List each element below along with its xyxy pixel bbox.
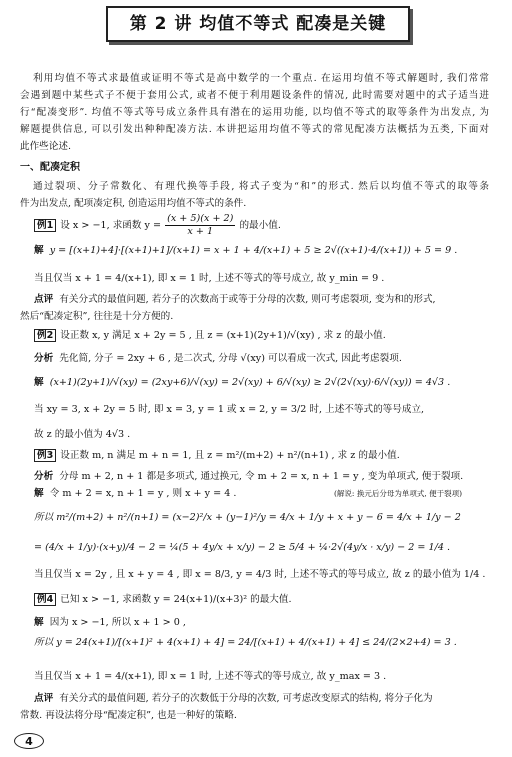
- intro-line-3: 行“配凑变形”. 均值不等式等号成立条件具有潜在的运用功能, 以均值不等式的取等条件为出发点, 为: [20, 107, 489, 118]
- example-3-equality: 当且仅当 x = 2y , 且 x + y = 4 , 即 x = 8/3, y = 4/3 时, 上述不等式的等号成立, 故 z 的最小值为 1/4 .: [34, 569, 486, 580]
- intro-line-2: 会遇到题中某些式子不便于套用公式, 或者不便于利用题设条件的情况, 此时需要对题中的式子适当进: [20, 90, 489, 101]
- example-3-solution: 解 令 m + 2 = x, n + 1 = y , 则 x + y = 4 .: [34, 488, 237, 499]
- example-2-question: 例2 设正数 x, y 满足 x + 2y = 5 , 且 z = (x+1)(2y+1)/√(xy) , 求 z 的最小值.: [34, 331, 386, 341]
- example-3-question: 例3 设正数 m, n 满足 m + n = 1, 且 z = m²/(m+2) + n²/(n+1) , 求 z 的最小值.: [34, 451, 400, 461]
- intro-line-5: 此作些论述.: [20, 141, 72, 152]
- example-2-answer: 故 z 的最小值为 4√3 .: [34, 429, 131, 440]
- example-3-derivation-1: 所以 m²/(m+2) + n²/(n+1) = (x−2)²/x + (y−1)²/y = 4/x + 1/y + x + y − 6 = 4/x + 1/y − 2: [34, 512, 461, 523]
- example-1-question: 例1 设 x > −1, 求函数 y = $\frac{(x + 5)(x + 2)}{x + 1}$ 的最小值.: [34, 214, 281, 237]
- example-2-equality: 当 xy = 3, x + 2y = 5 时, 即 x = 3, y = 1 或 x = 2, y = 3/2 时, 上述不等式的等号成立,: [34, 404, 425, 415]
- example-2-solution: 解 (x+1)(2y+1)/√(xy) = (2xy+6)/√(xy) = 2√(xy) + 6/√(xy) ≥ 2√(2√(xy)·6/√(xy)) = 4√3 .: [34, 377, 451, 388]
- intro-line-1: 利用均值不等式求最值或证明不等式是高中数学的一个重点. 在运用均值不等式解题时, 我们常常: [33, 73, 489, 84]
- example-1-solution: 解 y = [(x+1)+4]·[(x+1)+1]/(x+1) = x + 1 + 4/(x+1) + 5 ≥ 2√((x+1)·4/(x+1)) + 5 = 9 .: [34, 245, 458, 256]
- page-title: 第 2 讲 均值不等式 配凑是关键: [106, 6, 410, 42]
- section-text-1: 通过裂项、分子常数化、有理代换等手段, 将式子变为“和”的形式. 然后以均值不等式的取等条: [33, 181, 489, 192]
- example-3-derivation-2: = (4/x + 1/y)·(x+y)/4 − 2 = ¼(5 + 4y/x + x/y) − 2 ≥ 5/4 + ¼·2√(4y/x · x/y) − 2 = 1/4 .: [34, 542, 451, 553]
- example-4-comment-2: 常数. 再设法将分母“配凑定积”, 也是一种好的策略.: [20, 710, 237, 721]
- example-4-question: 例4 已知 x > −1, 求函数 y = 24(x+1)/(x+3)² 的最大值.: [34, 595, 292, 605]
- example-1-tag: 例1: [34, 219, 56, 232]
- example-1-comment-1: 点评 有关分式的最值问题, 若分子的次数高于或等于分母的次数, 则可考虑裂项, 变为和的形式,: [34, 294, 436, 305]
- example-3-note: (解说: 换元后分母为单项式, 便于裂项): [334, 489, 463, 498]
- example-3-analysis: 分析 分母 m + 2, n + 1 都是多项式, 通过换元, 令 m + 2 = x, n + 1 = y , 变为单项式, 便于裂项.: [34, 471, 464, 482]
- section-heading: 一、配凑定积: [20, 162, 80, 173]
- section-text-2: 件为出发点, 配项凑定积, 创造运用均值不等式的条件.: [20, 198, 247, 209]
- page-number: 4: [14, 733, 44, 749]
- example-4-solution: 解 因为 x > −1, 所以 x + 1 > 0 ,: [34, 617, 186, 628]
- example-4-equality: 当且仅当 x + 1 = 4/(x+1), 即 x = 1 时, 上述不等式的等号成立, 故 y_max = 3 .: [34, 671, 387, 682]
- example-4-derivation: 所以 y = 24(x+1)/[(x+1)² + 4(x+1) + 4] = 24/[(x+1) + 4/(x+1) + 4] ≤ 24/(2×2+4) = 3 .: [34, 637, 457, 648]
- intro-line-4: 解题提供信息, 可以引发出种种配凑方法. 本讲把运用均值不等式的常见配凑方法概括为五类, 下面对: [20, 124, 489, 135]
- example-2-analysis: 分析 先化简, 分子 = 2xy + 6 , 是二次式, 分母 √(xy) 可以看成一次式, 因此考虑裂项.: [34, 353, 402, 364]
- example-1-comment-2: 然后“配凑定积”, 往往是十分方便的.: [20, 311, 174, 322]
- example-4-comment-1: 点评 有关分式的最值问题, 若分子的次数低于分母的次数, 可考虑改变原式的结构, 将分子化为: [34, 693, 433, 704]
- example-1-fraction: $\frac{(x + 5)(x + 2)}{x + 1}$: [167, 213, 234, 238]
- example-1-equality: 当且仅当 x + 1 = 4/(x+1), 即 x = 1 时, 上述不等式的等号成立, 故 y_min = 9 .: [34, 273, 385, 284]
